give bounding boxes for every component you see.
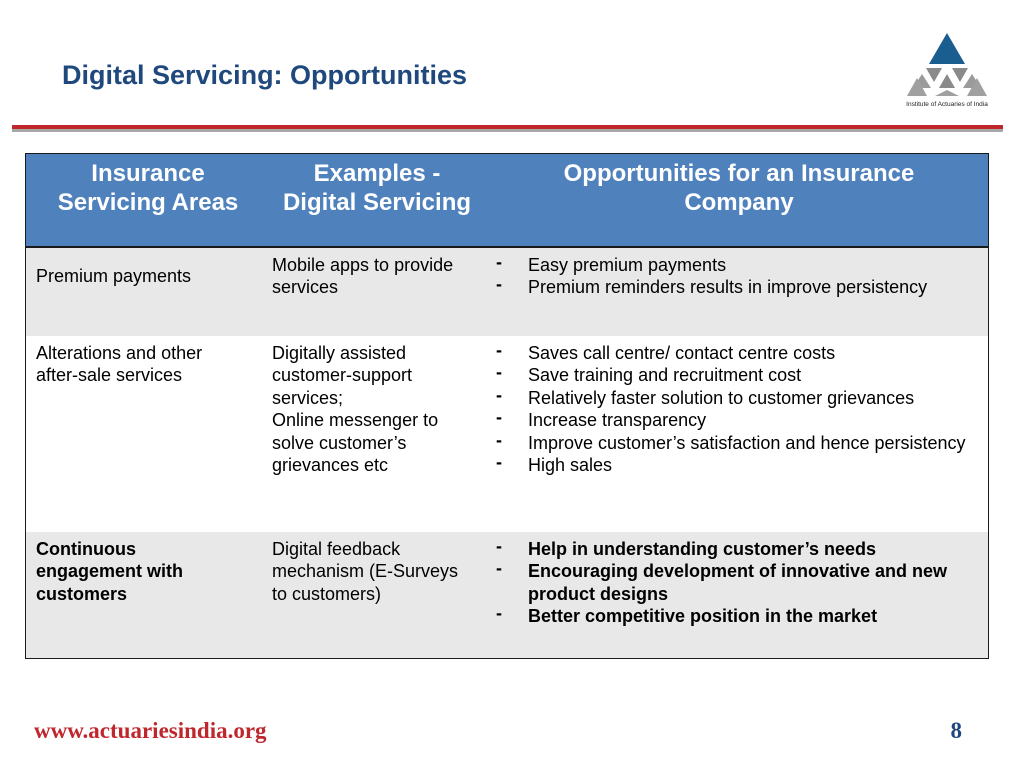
list-item: - Increase transparency	[496, 409, 982, 431]
opportunity-list	[496, 538, 982, 628]
opportunities-table	[25, 153, 989, 659]
examples-cell: Digitally assisted customer-support services; Online messenger to solve customer’s grievances etc	[272, 343, 439, 476]
area-cell: Alterations and other after-sale services	[36, 343, 203, 386]
list-item: - Easy premium payments	[496, 254, 982, 276]
header-examples: Examples - Digital Servicing	[282, 160, 472, 216]
list-item: - Better competitive position in the market	[496, 605, 982, 627]
list-item: - Help in understanding customer’s needs	[496, 538, 982, 560]
opportunity-list	[496, 254, 982, 299]
logo-caption: Institute of Actuaries of India	[906, 101, 988, 108]
table-header-row	[26, 154, 988, 248]
opportunities-cell	[490, 532, 988, 658]
table-row	[26, 248, 988, 336]
examples-cell: Digital feedback mechanism (E-Surveys to customers)	[272, 539, 459, 604]
footer-website-link[interactable]: www.actuariesindia.org	[34, 718, 267, 743]
list-item: - Encouraging development of innovative and new product designs	[496, 560, 982, 605]
list-item: - High sales	[496, 454, 982, 476]
opportunities-cell	[490, 336, 988, 532]
triangle-logo-icon	[897, 30, 997, 102]
list-item: - Improve customer’s satisfaction and hence persistency	[496, 432, 982, 454]
table-row	[26, 532, 988, 658]
opportunities-cell	[490, 248, 988, 336]
institute-logo	[897, 30, 997, 112]
area-cell: Premium payments	[36, 266, 192, 286]
examples-cell: Mobile apps to provide services	[272, 255, 454, 298]
area-cell: Continuous engagement with customers	[36, 539, 184, 604]
list-item: - Relatively faster solution to customer grievances	[496, 387, 982, 409]
header-servicing-areas: Insurance Servicing Areas	[57, 160, 239, 216]
slide-title: Digital Servicing: Opportunities	[62, 60, 468, 90]
header-opportunities: Opportunities for an Insurance Company	[563, 160, 915, 216]
table-row	[26, 336, 988, 532]
opportunity-list	[496, 342, 982, 476]
list-item: - Saves call centre/ contact centre costs	[496, 342, 982, 364]
title-rule-grey	[12, 129, 1003, 132]
list-item: - Save training and recruitment cost	[496, 364, 982, 386]
list-item: - Premium reminders results in improve persistency	[496, 276, 982, 298]
page-number: 8	[950, 718, 962, 743]
